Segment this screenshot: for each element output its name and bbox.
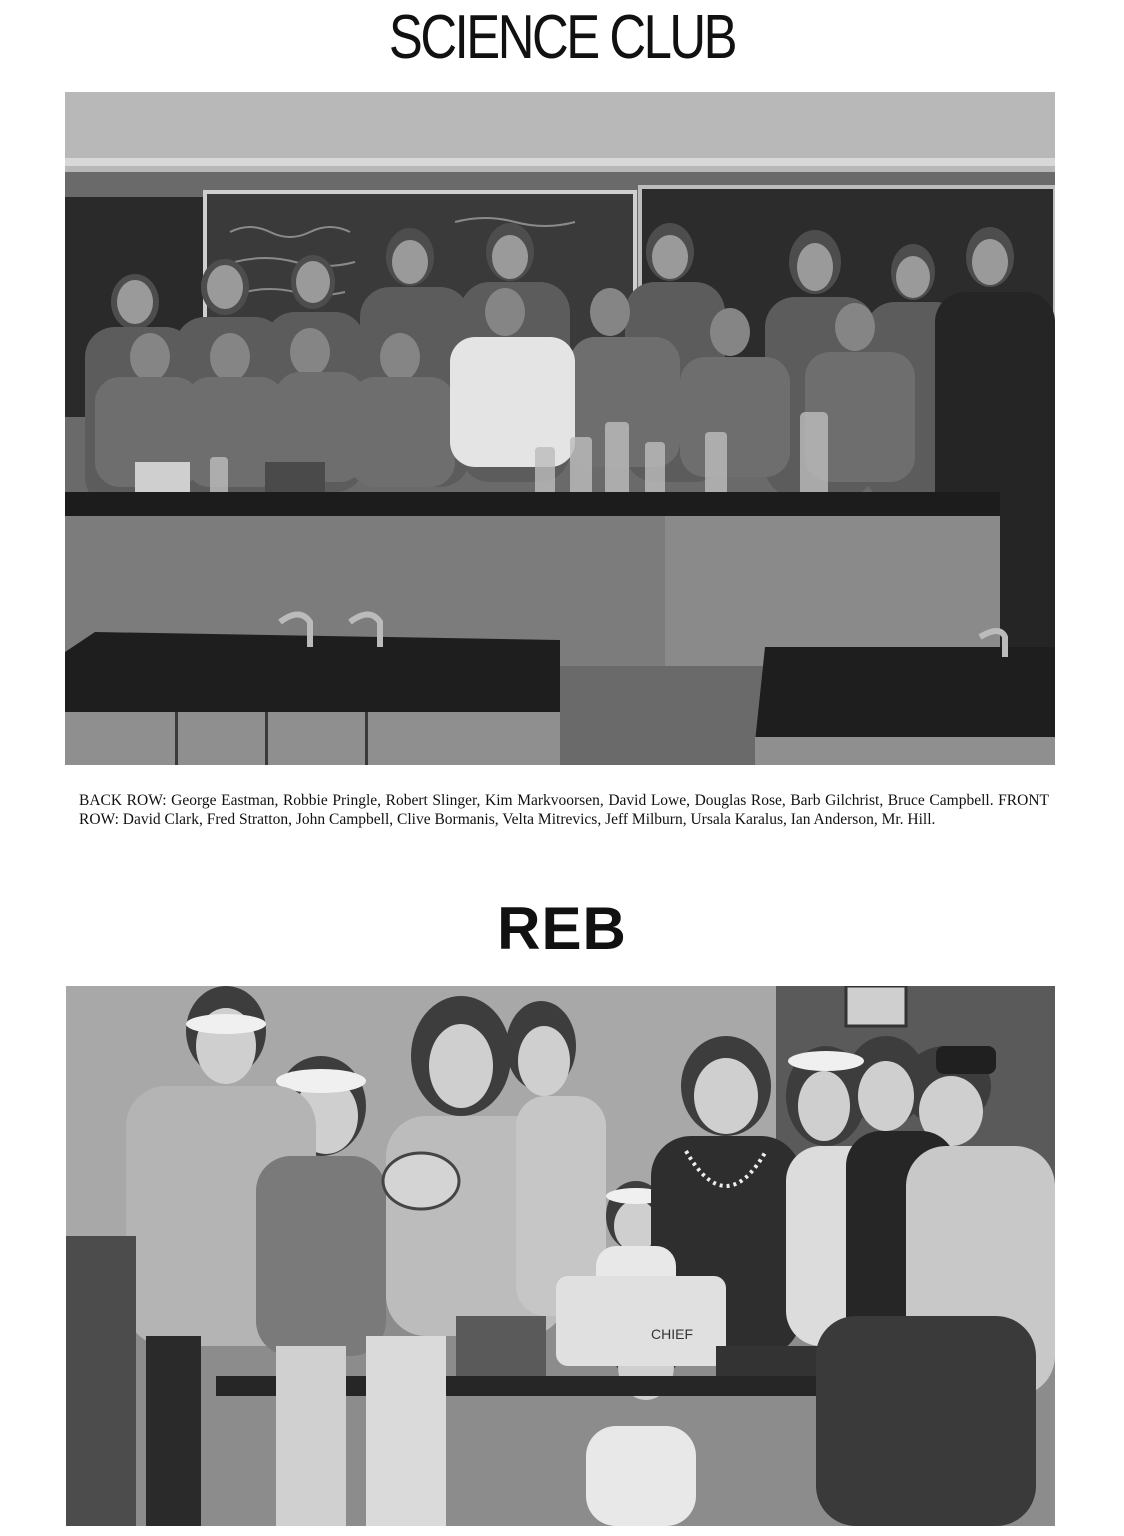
reb-photo-illustration xyxy=(66,986,1055,1526)
science-club-caption: BACK ROW: George Eastman, Robbie Pringle, Robert Slinger, Kim Markvoorsen, David Lowe, Douglas Rose, Barb Gilchrist, Bruce Campbell. FRONT ROW: David Clark, Fred Stratton, John Campbell, Clive Bormanis, Velta Mitrevics, Jeff Milburn, Ursala Karalus, Ian Anderson, Mr. Hill. xyxy=(79,792,1049,828)
science-club-heading: SCIENCE CLUB xyxy=(388,3,736,72)
science-club-photo-illustration xyxy=(65,92,1055,765)
science-club-photo xyxy=(65,92,1055,765)
reb-heading: REB xyxy=(497,895,627,962)
chief-sign: CHIEF xyxy=(651,1326,693,1342)
reb-photo xyxy=(66,986,1055,1526)
